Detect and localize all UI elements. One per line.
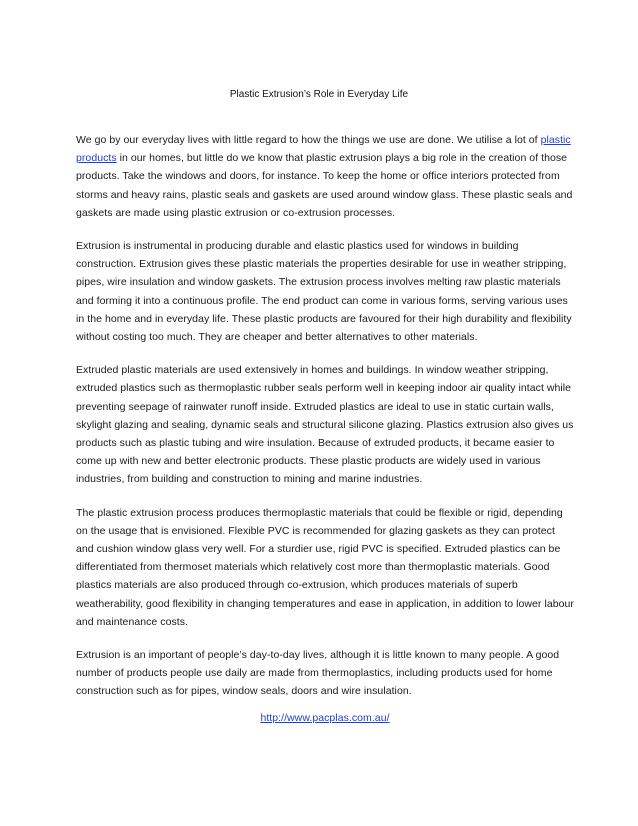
document-body [76, 131, 574, 727]
paragraph-3: Extruded plastic materials are used extensively in homes and buildings. In window weather stripping, extruded plastics such as thermoplastic rubber seals perform well in keeping indoor air quality intact while preventing seepage of rainwater runoff inside. Extruded plastics are ideal to use in static curtain walls, skylight glazing and sealing, dynamic seals and structural silicone glazing. Plastics extrusion also gives us products such as plastic tubing and wire insulation. Because of extruded products, it became easier to come up with new and better electronic products. These plastic products are widely used in various industries, from building and construction to mining and marine industries. [76, 364, 574, 486]
paragraph-2: Extrusion is instrumental in producing durable and elastic plastics used for windows in building construction. Extrusion gives these plastic materials the properties desirable for use in weather stripping, pipes, wire insulation and window gaskets. The extrusion process involves melting raw plastic materials and forming it into a continuous profile. The end product can come in various forms, serving various uses in the home and in everyday life. These plastic products are favoured for their high durability and flexibility without costing too much. They are cheaper and better alternatives to other materials. [76, 240, 572, 344]
paragraph-4: The plastic extrusion process produces thermoplastic materials that could be flexible or rigid, depending on the usage that is envisioned. Flexible PVC is recommended for glazing gaskets as they can protect and cushion window glass very well. For a sturdier use, rigid PVC is specified. Extruded plastics can be differentiated from thermoset materials which relatively cost more than thermoplastic materials. Good plastics materials are also produced through co-extrusion, which produces materials of superb weatherability, good flexibility in changing temperatures and ease in application, in addition to lower labour and maintenance costs. [76, 506, 574, 628]
footer [76, 709, 574, 727]
paragraph-1-text-start: We go by our everyday lives with little regard to how the things we use are done. We utilise a lot of [76, 134, 541, 146]
paragraph-1-text-end: in our homes, but little do we know that plastic extrusion plays a big role in the creation of those products. Take the windows and doors, for instance. To keep the home or office interiors protected from storms and heavy rains, plastic seals and gaskets are used around window glass. These plastic seals and gaskets are made using plastic extrusion or co-extrusion processes. [76, 152, 573, 219]
plastic-products-link[interactable]: plastic products [76, 134, 571, 165]
paragraph-1 [76, 131, 574, 222]
paragraph-5: Extrusion is an important of people’s day-to-day lives, although it is little known to many people. A good number of products people use daily are made from thermoplastics, including products used for home construction such as for pipes, window seals, doors and wire insulation. [76, 649, 560, 698]
pacplas-website-link[interactable]: http://www.pacplas.com.au/ [260, 711, 390, 724]
document-title: Plastic Extrusion’s Role in Everyday Life [229, 89, 409, 100]
